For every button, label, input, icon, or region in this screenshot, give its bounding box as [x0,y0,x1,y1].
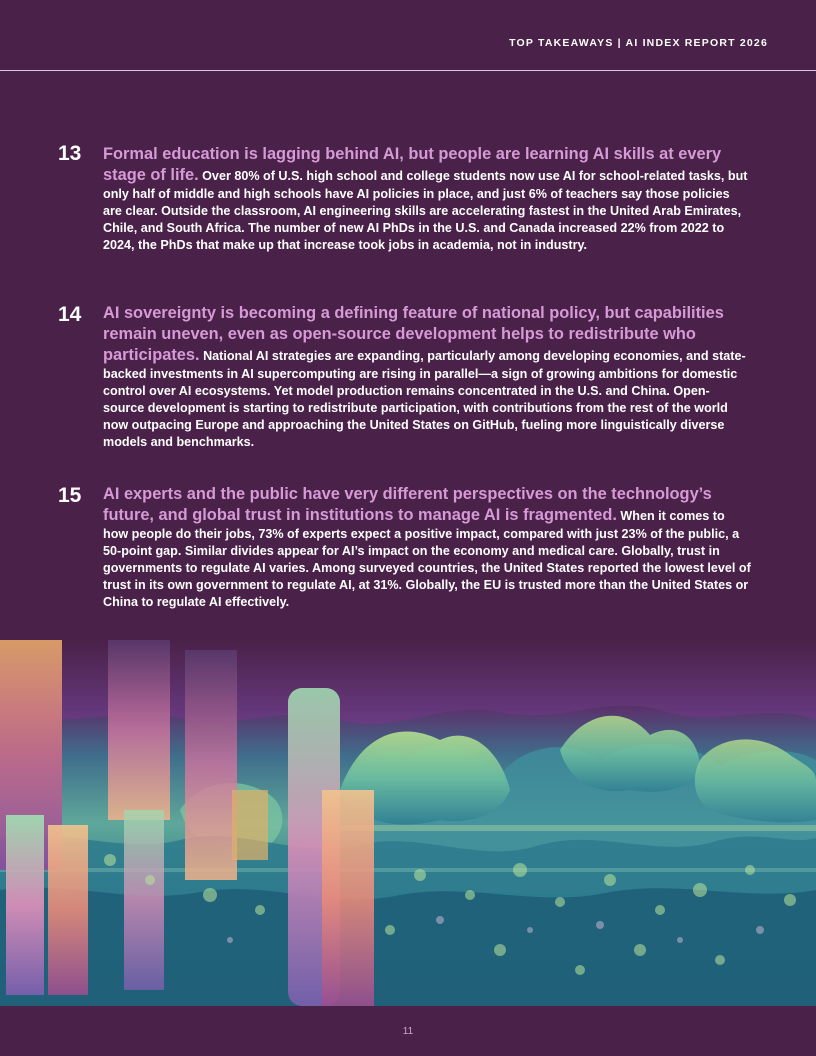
takeaway-text [103,303,751,451]
takeaway-number: 15 [58,484,82,507]
takeaway-text [103,144,751,254]
artwork-svg [0,640,816,1006]
takeaway-body: Over 80% of U.S. high school and college students now use AI for school-related tasks, but only half of middle and high schools have AI policies in place, and just 6% of teachers say those policies are clear. Outside the classroom, AI engineering skills are accelerating fastest in the United Arab Emirates, Chile, and South Africa. The number of new AI PhDs in the U.S. and Canada increased 22% from 2022 to 2024, the PhDs that make up that increase took jobs in academia, not in industry. [103,169,748,252]
takeaway-headline: AI experts and the public have very different perspectives on the technology’s future, and global trust in institutions to manage AI is fragmented. [103,485,712,524]
takeaway-headline: Formal education is lagging behind AI, but people are learning AI skills at every stage of life. [103,145,722,184]
takeaway-number: 14 [58,303,82,326]
takeaway-body: National AI strategies are expanding, particularly among developing economies, and state-backed investments in AI supercomputing are rising in parallel—a sign of growing ambitions for domestic control over AI ecosystems. Yet model production remains concentrated in the U.S. and China. Open-source development is starting to redistribute participation, with contributions from the rest of the world now outpacing Europe and approaching the United States on GitHub, fueling more linguistically diverse models and benchmarks. [103,349,746,449]
page-number: 11 [402,1026,414,1037]
header-title: TOP TAKEAWAYS | AI INDEX REPORT 2026 [509,37,768,49]
takeaway-body: When it comes to how people do their jobs, 73% of experts expect a positive impact, compared with just 23% of the public, a 50-point gap. Similar divides appear for AI’s impact on the economy and medical care. Globally, trust in governments to regulate AI varies. Among surveyed countries, the United States reported the lowest level of trust in its own government to regulate AI, at 31%. Globally, the EU is trusted more than the United States or China to regulate AI effectively. [103,509,751,609]
abstract-landscape-artwork [0,640,816,1006]
takeaway-number: 13 [58,142,82,165]
page-footer [0,1006,816,1056]
takeaway-text [103,484,751,611]
header-divider [0,70,816,71]
takeaway-headline: AI sovereignty is becoming a defining feature of national policy, but capabilities remain uneven, even as open-source development helps to redistribute who participates. [103,304,724,364]
page-header [0,0,816,71]
